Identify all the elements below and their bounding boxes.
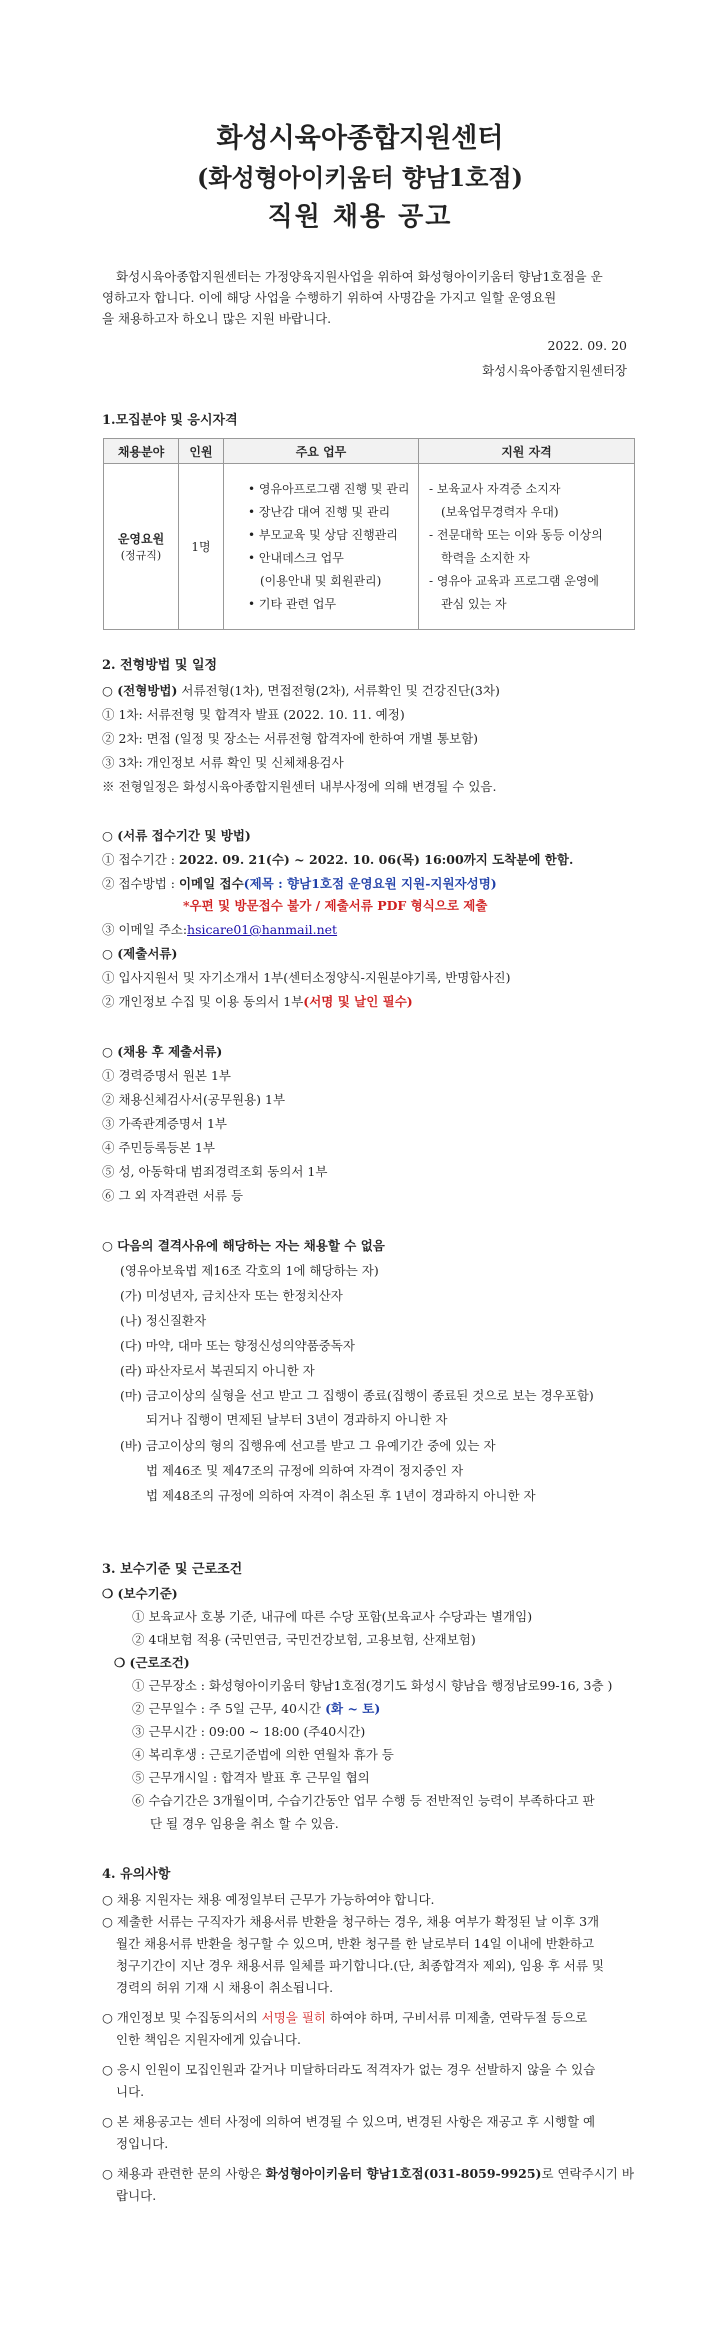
duty-item: • 장난감 대여 진행 및 관리 — [248, 504, 391, 519]
notice-item-cont: 인한 책임은 지원자에게 있습니다. — [116, 2032, 301, 2047]
schedule-note: ※ 전형일정은 화성시육아종합지원센터 내부사정에 의해 변경될 수 있음. — [102, 779, 497, 794]
disqualification-heading: ○ 다음의 결격사유에 해당하는 자는 채용할 수 없음 — [102, 1238, 385, 1253]
qual-item: - 보육교사 자격증 소지자 — [429, 481, 561, 496]
notice-item-cont: 니다. — [116, 2084, 145, 2099]
notice-item: ○ 응시 인원이 모집인원과 같거나 미달하더라도 적격자가 없는 경우 선발하지 않을 수 있습 — [102, 2062, 596, 2077]
pay-heading: ❍ (보수기준) — [102, 1586, 178, 1601]
section-3-heading: 3. 보수기준 및 근로조건 — [102, 1562, 243, 1577]
intro-line-1: 화성시육아종합지원센터는 가정양육지원사업을 위하여 화성형아이키움터 향남1호점을 운 — [116, 269, 603, 284]
notice-item: ○ 채용 지원자는 채용 예정일부터 근무가 가능하여야 합니다. — [102, 1892, 435, 1907]
title-center-name: 화성시육아종합지원센터 — [216, 123, 504, 154]
work-item: ① 근무장소 : 화성형아이키움터 향남1호점(경기도 화성시 향남읍 행정남로99-16, 3층 ) — [132, 1678, 613, 1693]
after-hire-item: ④ 주민등록등본 1부 — [102, 1140, 215, 1155]
section-4-heading: 4. 유의사항 — [102, 1867, 171, 1882]
email-label: ③ 이메일 주소: — [102, 922, 188, 937]
receipt-method — [102, 874, 497, 893]
field-type: (정규직) — [120, 549, 162, 562]
notice-item: ○ 제출한 서류는 구직자가 채용서류 반환을 청구하는 경우, 채용 여부가 확정된 날 이후 3개 — [102, 1914, 600, 1929]
document-2-required: (서명 및 날인 필수) — [303, 994, 413, 1009]
title-posting: 직원 채용 공고 — [267, 202, 453, 232]
work-heading: ❍ (근로조건) — [114, 1655, 190, 1670]
duty-item: • 영유아프로그램 진행 및 관리 — [248, 481, 410, 496]
notice-item — [102, 2164, 634, 2183]
pay-item: ① 보육교사 호봉 기준, 내규에 따른 수당 포함(보육교사 수당과는 별개임) — [132, 1609, 533, 1624]
method-step-1: ① 1차: 서류전형 및 합격자 발표 (2022. 10. 11. 예정) — [102, 707, 405, 722]
notice-contact-phone: 화성형아이키움터 향남1호점(031-8059-9925) — [265, 2166, 542, 2181]
recruitment-table — [103, 438, 635, 630]
documents-heading: ○ (제출서류) — [102, 946, 178, 961]
th-duties: 주요 업무 — [224, 439, 419, 464]
notice-item — [102, 2008, 587, 2027]
notice-item-cont: 청구기간이 지난 경우 채용서류 일체를 파기합니다.(단, 최종합격자 제외), 임용 후 서류 및 — [116, 1958, 605, 1973]
after-hire-item: ① 경력증명서 원본 1부 — [102, 1068, 231, 1083]
notice-item-cont: 랍니다. — [116, 2188, 157, 2203]
work-item — [132, 1699, 380, 1718]
intro-line-2: 영하고자 합니다. 이에 해당 사업을 수행하기 위하여 사명감을 가지고 일할 운영요원 — [102, 290, 557, 305]
pay-item: ② 4대보험 적용 (국민연금, 국민건강보험, 고용보험, 산재보험) — [132, 1632, 476, 1647]
work-item: ④ 복리후생 : 근로기준법에 의한 연월차 휴가 등 — [132, 1747, 394, 1762]
disqualification-item: (가) 미성년자, 금치산자 또는 한정치산자 — [120, 1288, 343, 1303]
work-item-cont: 단 될 경우 임용을 취소 할 수 있음. — [150, 1816, 339, 1831]
work-days-value: (화 ~ 토) — [325, 1701, 381, 1716]
duty-item: (이용안내 및 회원관리) — [260, 573, 382, 588]
disqualification-item: (마) 금고이상의 실형을 선고 받고 그 집행이 종료(집행이 종료된 것으로 보는 경우포함) — [120, 1388, 594, 1403]
duty-item: • 안내데스크 업무 — [248, 550, 344, 565]
qual-item: 학력을 소지한 자 — [441, 550, 530, 565]
notice-sign-emphasis: 서명을 필히 — [261, 2010, 326, 2025]
disqualification-item: (나) 정신질환자 — [120, 1313, 207, 1328]
notice-sign-post: 하여야 하며, 구비서류 미제출, 연락두절 등으로 — [326, 2010, 588, 2025]
work-item: ⑤ 근무개시일 : 합격자 발표 후 근무일 협의 — [132, 1770, 370, 1785]
method-text: 서류전형(1차), 면접전형(2차), 서류확인 및 건강진단(3차) — [177, 683, 500, 698]
disqualification-item: (바) 금고이상의 형의 집행유예 선고를 받고 그 유예기간 중에 있는 자 — [120, 1438, 496, 1453]
receipt-method-value: 이메일 접수 — [178, 876, 244, 891]
after-hire-item: ② 채용신체검사서(공무원용) 1부 — [102, 1092, 286, 1107]
after-hire-item: ③ 가족관계증명서 1부 — [102, 1116, 228, 1131]
disqualification-basis: (영유아보육법 제16조 각호의 1에 해당하는 자) — [120, 1263, 379, 1278]
method-line — [102, 681, 500, 700]
receipt-subject-format: (제목 : 향남1호점 운영요원 지원-지원자성명) — [243, 876, 497, 891]
disqualification-item-cont: 법 제48조의 규정에 의하여 자격이 취소된 후 1년이 경과하지 아니한 자 — [146, 1488, 536, 1503]
receipt-method-label: ② 접수방법 : — [102, 876, 179, 891]
method-step-2: ② 2차: 면접 (일정 및 장소는 서류전형 합격자에 한하여 개별 통보함) — [102, 731, 479, 746]
after-hire-item: ⑤ 성, 아동학대 범죄경력조회 동의서 1부 — [102, 1164, 328, 1179]
work-item: ③ 근무시간 : 09:00 ~ 18:00 (주40시간) — [132, 1724, 366, 1739]
notice-sign-pre: ○ 개인정보 및 수집동의서의 — [102, 2010, 262, 2025]
work-days-text: ② 근무일수 : 주 5일 근무, 40시간 — [132, 1701, 326, 1716]
qual-item: 관심 있는 자 — [441, 596, 507, 611]
duty-item: • 기타 관련 업무 — [248, 596, 337, 611]
section-1-heading: 1.모집분야 및 응시자격 — [102, 413, 238, 428]
qual-item: - 영유아 교육과 프로그램 운영에 — [429, 573, 600, 588]
qual-item: (보육업무경력자 우대) — [441, 504, 559, 519]
notice-item-cont: 월간 채용서류 반환을 청구할 수 있으며, 반환 청구를 한 날로부터 14일 이내에 반환하고 — [116, 1936, 595, 1951]
document-2 — [102, 992, 413, 1011]
intro-line-3: 을 채용하고자 하오니 많은 지원 바랍니다. — [102, 311, 332, 326]
after-hire-heading: ○ (채용 후 제출서류) — [102, 1044, 223, 1059]
cell-field — [104, 464, 179, 630]
cell-duties — [224, 464, 419, 630]
field-name: 운영요원 — [117, 532, 165, 546]
method-step-3: ③ 3차: 개인정보 서류 확인 및 신체채용검사 — [102, 755, 344, 770]
disqualification-item-cont: 법 제46조 및 제47조의 규정에 의하여 자격이 정지중인 자 — [146, 1463, 464, 1478]
qual-item: - 전문대학 또는 이와 동등 이상의 — [429, 527, 603, 542]
work-item: ⑥ 수습기간은 3개월이며, 수습기간동안 업무 수행 등 전반적인 능력이 부족하다고 판 — [132, 1793, 595, 1808]
cell-quals — [419, 464, 635, 630]
disqualification-item-cont: 되거나 집행이 면제된 날부터 3년이 경과하지 아니한 자 — [146, 1412, 448, 1427]
email-link[interactable]: hsicare01@hanmail.net — [187, 922, 338, 937]
after-hire-item: ⑥ 그 외 자격관련 서류 등 — [102, 1188, 244, 1203]
th-count: 인원 — [179, 439, 224, 464]
notice-item-cont: 정입니다. — [116, 2136, 169, 2151]
cell-count: 1명 — [179, 464, 224, 630]
notice-item-cont: 경력의 허위 기재 시 채용이 취소됩니다. — [116, 1980, 334, 1995]
th-field: 채용분야 — [104, 439, 179, 464]
receipt-period-label: ① 접수기간 : — [102, 852, 179, 867]
title-branch: (화성형아이키움터 향남1호점) — [197, 163, 523, 192]
th-quals: 지원 자격 — [419, 439, 635, 464]
document-2-text: ② 개인정보 수집 및 이용 동의서 1부 — [102, 994, 304, 1009]
section-2-heading: 2. 전형방법 및 일정 — [102, 658, 218, 673]
notice-contact-post: 로 연락주시기 바 — [541, 2166, 634, 2181]
notice-item: ○ 본 채용공고는 센터 사정에 의하여 변경될 수 있으며, 변경된 사항은 재공고 후 시행할 예 — [102, 2114, 596, 2129]
document-1: ① 입사지원서 및 자기소개서 1부(센터소정양식-지원분야기록, 반명함사진) — [102, 970, 511, 985]
issuer: 화성시육아종합지원센터장 — [482, 363, 627, 378]
receipt-warning: *우편 및 방문접수 불가 / 제출서류 PDF 형식으로 제출 — [183, 898, 488, 913]
email-line — [102, 920, 337, 939]
method-label: ○ (전형방법) — [102, 683, 178, 698]
disqualification-item: (다) 마약, 대마 또는 향정신성의약품중독자 — [120, 1338, 355, 1353]
disqualification-item: (라) 파산자로서 복권되지 아니한 자 — [120, 1363, 315, 1378]
receipt-period-value: 2022. 09. 21(수) ~ 2022. 10. 06(목) 16:00까지 도착분에 한함. — [178, 852, 574, 867]
posting-date: 2022. 09. 20 — [547, 338, 627, 353]
duty-item: • 부모교육 및 상담 진행관리 — [248, 527, 398, 542]
receipt-heading: ○ (서류 접수기간 및 방법) — [102, 828, 251, 843]
notice-contact-pre: ○ 채용과 관련한 문의 사항은 — [102, 2166, 266, 2181]
receipt-period — [102, 850, 573, 869]
